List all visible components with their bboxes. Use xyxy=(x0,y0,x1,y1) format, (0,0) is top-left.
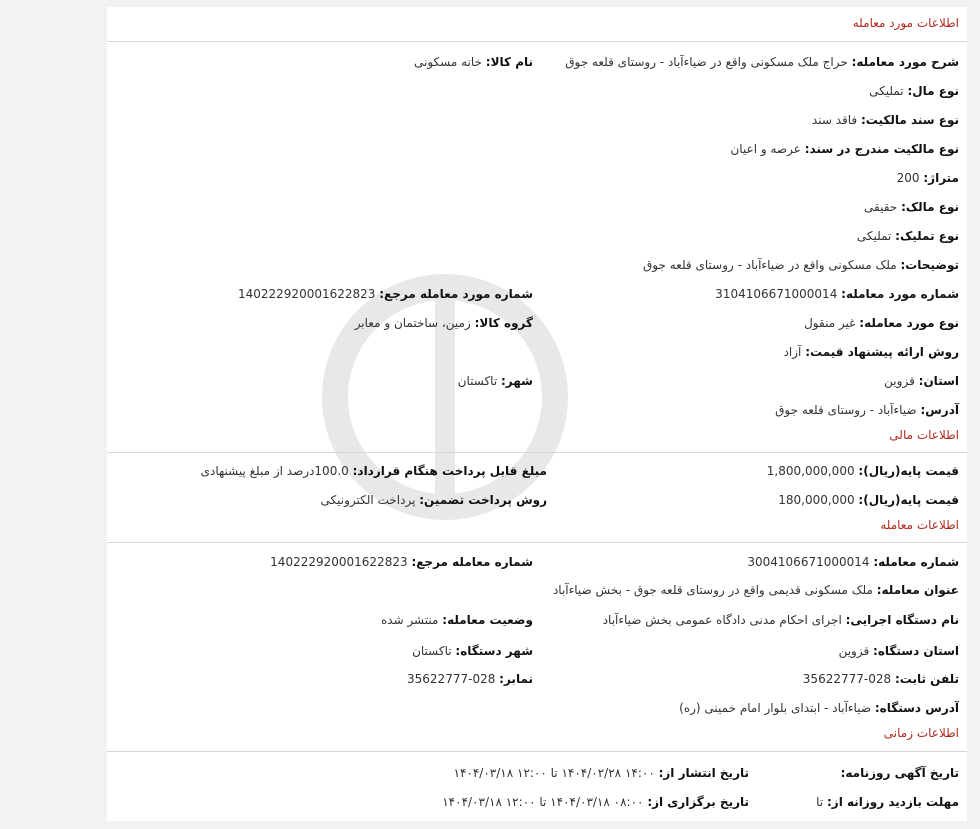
newspaper-date xyxy=(841,766,959,780)
payable-value: 100.0درصد از مبلغ پیشنهادی xyxy=(200,464,349,478)
agency-province-label: استان دستگاه: xyxy=(873,644,959,658)
deal-status xyxy=(381,613,533,627)
city xyxy=(458,374,533,388)
province xyxy=(884,374,959,388)
agency-province xyxy=(839,644,959,658)
divider xyxy=(107,751,967,752)
ownership-type-value: عرصه و اعیان xyxy=(730,142,801,156)
city-value: تاکستان xyxy=(457,374,498,388)
section-title-deal: اطلاعات معامله xyxy=(880,518,959,532)
phone-value: 028-35622777 xyxy=(802,672,892,686)
ref-number-value: 140222920001622823 xyxy=(237,287,376,301)
item-kind xyxy=(804,316,959,330)
agency-address-value: ضیاءآباد - ابتدای بلوار امام خمینی (ره) xyxy=(679,701,872,715)
property-type-label: نوع مال: xyxy=(907,84,959,98)
owner-type-value: حقیقی xyxy=(864,200,898,214)
goods-group xyxy=(355,316,533,330)
agency-city xyxy=(412,644,533,658)
agency-province-value: قزوین xyxy=(838,644,870,658)
deal-ref xyxy=(270,555,533,569)
deal-number xyxy=(747,555,959,569)
agency-address xyxy=(679,701,959,715)
section-title-timing: اطلاعات زمانی xyxy=(883,726,959,740)
goods-name-label: نام کالا: xyxy=(485,55,533,69)
base-price-2-value: 180,000,000 xyxy=(778,493,855,507)
fax xyxy=(407,672,533,686)
agency-address-label: آدرس دستگاه: xyxy=(874,701,959,715)
section-title-deal-info: اطلاعات مورد معامله xyxy=(852,16,959,30)
section-title-financial: اطلاعات مالی xyxy=(889,428,959,442)
deal-title-label: عنوان معامله: xyxy=(876,583,959,597)
transfer-type xyxy=(857,229,959,243)
deed-type-value: فاقد سند xyxy=(811,113,858,127)
divider xyxy=(107,542,967,543)
city-label: شهر: xyxy=(501,374,533,388)
fax-value: 028-35622777 xyxy=(407,672,496,686)
deal-number-label: شماره معامله: xyxy=(873,555,959,569)
payable-label: مبلغ قابل پرداخت هنگام قرارداد: xyxy=(352,464,547,478)
transfer-type-value: تملیکی xyxy=(856,229,892,243)
ownership-type-label: نوع مالکیت مندرج در سند: xyxy=(804,142,959,156)
deed-type xyxy=(812,113,959,127)
base-price-label: قیمت پایه(ریال): xyxy=(858,464,959,478)
agency-city-value: تاکستان xyxy=(412,644,452,658)
price-method-value: آزاد xyxy=(783,345,802,359)
guarantee-method-value: پرداخت الکترونیکی xyxy=(320,493,416,507)
item-desc-value: حراج ملک مسکونی واقع در ضیاءآباد - روستای قلعه جوق xyxy=(565,55,848,69)
address xyxy=(775,403,959,417)
address-label: آدرس: xyxy=(920,403,959,417)
held-date-value: ۰۸:۰۰ ۱۴۰۴/۰۳/۱۸ تا ۱۲:۰۰ ۱۴۰۴/۰۳/۱۸ xyxy=(442,795,644,809)
province-label: استان: xyxy=(918,374,959,388)
area-label: متراژ: xyxy=(923,171,959,185)
deal-ref-value: 140222920001622823 xyxy=(270,555,408,569)
deal-number-value: 3004106671000014 xyxy=(747,555,870,569)
transfer-type-label: نوع تملیک: xyxy=(895,229,959,243)
address-value: ضیاءآباد - روستای قلعه جوق xyxy=(775,403,917,417)
agency-value: اجرای احکام مدنی دادگاه عمومی بخش ضیاءآباد xyxy=(602,613,842,627)
item-number xyxy=(715,287,959,301)
item-number-label: شماره مورد معامله: xyxy=(841,287,959,301)
agency-city-label: شهر دستگاه: xyxy=(455,644,533,658)
property-type xyxy=(869,84,959,98)
price-method-label: روش ارائه پیشنهاد قیمت: xyxy=(805,345,959,359)
goods-group-value: زمین، ساختمان و معابر xyxy=(354,316,471,330)
visit-window-label: مهلت بازدید روزانه از: xyxy=(827,795,959,809)
base-price-value: 1,800,000,000 xyxy=(766,464,855,478)
newspaper-date-label: تاریخ آگهی روزنامه: xyxy=(840,766,959,780)
deed-type-label: نوع سند مالکیت: xyxy=(860,113,959,127)
ownership-type xyxy=(730,142,959,156)
visit-window xyxy=(816,795,959,809)
notes xyxy=(643,258,959,272)
price-method xyxy=(784,345,959,359)
guarantee-method-label: روش پرداخت تضمین: xyxy=(419,493,547,507)
item-desc xyxy=(565,55,959,69)
held-date-label: تاریخ برگزاری از: xyxy=(647,795,749,809)
item-kind-value: غیر منقول xyxy=(804,316,856,330)
property-type-value: تملیکی xyxy=(869,84,904,98)
notes-label: توضیحات: xyxy=(900,258,959,272)
area-value: 200 xyxy=(896,171,920,185)
base-price xyxy=(767,464,959,478)
deal-details-page xyxy=(107,7,967,821)
item-kind-label: نوع مورد معامله: xyxy=(859,316,959,330)
goods-name-value: خانه مسکونی xyxy=(414,55,482,69)
publish-date-value: ۱۴:۰۰ ۱۴۰۴/۰۲/۲۸ تا ۱۲:۰۰ ۱۴۰۴/۰۳/۱۸ xyxy=(453,766,655,780)
province-value: قزوین xyxy=(884,374,915,388)
ref-number-label: شماره مورد معامله مرجع: xyxy=(379,287,533,301)
deal-title xyxy=(553,583,959,597)
goods-group-label: گروه کالا: xyxy=(474,316,533,330)
divider xyxy=(107,452,967,453)
visit-window-value: تا xyxy=(816,795,824,809)
phone-label: تلفن ثابت: xyxy=(894,672,959,686)
ref-number xyxy=(238,287,533,301)
goods-name xyxy=(414,55,533,69)
divider xyxy=(107,41,967,42)
area xyxy=(897,171,959,185)
item-desc-label: شرح مورد معامله: xyxy=(851,55,959,69)
owner-type xyxy=(864,200,959,214)
phone xyxy=(803,672,959,686)
deal-status-label: وضعیت معامله: xyxy=(442,613,533,627)
base-price-2 xyxy=(778,493,959,507)
publish-date xyxy=(454,766,749,780)
base-price-2-label: قیمت پایه(ریال): xyxy=(858,493,959,507)
payable xyxy=(201,464,547,478)
owner-type-label: نوع مالک: xyxy=(901,200,959,214)
deal-status-value: منتشر شده xyxy=(380,613,439,627)
notes-value: ملک مسکونی واقع در ضیاءآباد - روستای قلعه جوق xyxy=(642,258,897,272)
fax-label: نمابر: xyxy=(499,672,533,686)
agency-label: نام دستگاه اجرایی: xyxy=(845,613,959,627)
item-number-value: 3104106671000014 xyxy=(715,287,838,301)
agency xyxy=(603,613,959,627)
deal-ref-label: شماره معامله مرجع: xyxy=(411,555,533,569)
publish-date-label: تاریخ انتشار از: xyxy=(658,766,749,780)
deal-title-value: ملک مسکونی قدیمی واقع در روستای قلعه جوق - بخش ضیاءآباد xyxy=(552,583,873,597)
held-date xyxy=(442,795,749,809)
guarantee-method xyxy=(321,493,547,507)
